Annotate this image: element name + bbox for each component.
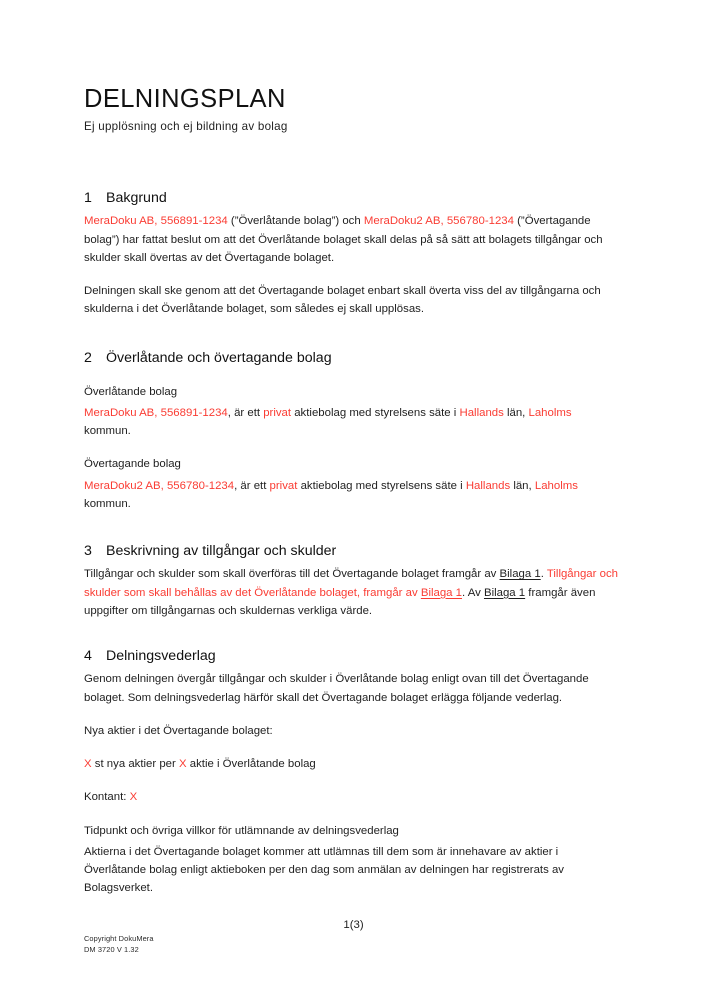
section-3-title: Beskrivning av tillgångar och skulder <box>106 543 337 560</box>
section-4-subheading-1: Tidpunkt och övriga villkor för utlämnande av delningsvederlag <box>84 824 399 837</box>
document-body <box>84 84 618 898</box>
appendix-reference-3: Bilaga 1 <box>483 586 526 599</box>
section-3-paragraph-1 <box>84 565 618 620</box>
new-shares-count: X <box>84 758 92 771</box>
section-1-text-a: (”Överlåtande bolag”) och <box>227 215 364 228</box>
municipality-2: Laholms <box>534 479 578 492</box>
section-2-text-b: aktiebolag med styrelsens säte i <box>291 406 460 419</box>
section-3-text-e: framgår även uppgifter om tillgångarnas och skuldernas verkliga värde. <box>84 586 596 617</box>
section-3-text-c: Tillgångar och skulder som skall behållas av det Överlåtande bolaget, framgår av <box>84 568 618 599</box>
company-type-2: privat <box>269 479 298 492</box>
section-3-number: 3 <box>84 543 92 560</box>
section-2-text-g: län, <box>510 479 535 492</box>
section-2-text-a: , är ett <box>227 406 264 419</box>
section-3-heading <box>84 542 618 561</box>
cash-amount: X <box>129 791 138 804</box>
section-2-subheading-1: Överlåtande bolag <box>84 385 178 398</box>
section-2-text-d: kommun. <box>84 425 131 438</box>
municipality-1: Laholms <box>528 406 572 419</box>
section-4-heading <box>84 647 618 666</box>
section-1-paragraph-1 <box>84 212 618 267</box>
footer-document-id: DM 3720 V 1.32 <box>84 944 139 954</box>
section-4-paragraph-1: Genom delningen övergår tillgångar och skulder i Överlåtande bolag enligt ovan till det Övertagande bolaget. Som delningsvederlag härför skall det Övertagande bolaget erlägga följande vederlag. <box>84 673 589 704</box>
section-4-paragraph-4 <box>84 788 618 806</box>
section-4-paragraph-5: Aktierna i det Övertagande bolaget kommer att utlämnas till dem som är innehavare av aktier i Överlåtande bolag enligt aktieboken per den dag som anmälan av delningen har registrerats av Bolagsverket. <box>84 845 564 895</box>
section-2-paragraph-1 <box>84 404 618 441</box>
section-4-paragraph-2: Nya aktier i det Övertagande bolaget: <box>84 724 273 737</box>
section-3-text-b: . <box>540 568 547 581</box>
transferring-company-name: MeraDoku AB, 556891-1234 <box>84 406 228 419</box>
section-overlatande-overtagande-bolag <box>84 349 618 514</box>
cash-label: Kontant: <box>84 791 130 804</box>
per-share-count: X <box>178 758 187 771</box>
section-2-text-h: kommun. <box>84 497 131 510</box>
section-2-subheading-2: Övertagande bolag <box>84 458 181 471</box>
section-2-heading <box>84 349 618 368</box>
section-beskrivning-tillgangar-skulder <box>84 542 618 620</box>
section-bakgrund <box>84 189 618 318</box>
footer-copyright: Copyright DokuMera <box>84 934 154 943</box>
county-2: Hallands <box>465 479 511 492</box>
section-4-text-b: aktie i Överlåtande bolag <box>186 758 316 771</box>
page-number: 1(3) <box>343 919 364 931</box>
section-4-paragraph-3 <box>84 755 618 773</box>
section-2-text-f: aktiebolag med styrelsens säte i <box>297 479 466 492</box>
section-delningsvederlag <box>84 647 618 897</box>
footer-block <box>84 934 154 955</box>
section-1-paragraph-2: Delningen skall ske genom att det Övertagande bolaget enbart skall överta viss del av tillgångarna och skulderna i det Överlåtande bolaget, som således ej skall upplösas. <box>84 285 601 316</box>
page-subtitle: Ej upplösning och ej bildning av bolag <box>84 120 288 134</box>
section-1-title: Bakgrund <box>106 190 167 207</box>
section-1-heading <box>84 189 618 208</box>
section-1-number: 1 <box>84 190 92 207</box>
appendix-reference-2: Bilaga 1 <box>420 586 463 599</box>
section-2-title: Överlåtande och övertagande bolag <box>106 349 332 366</box>
county-1: Hallands <box>459 406 504 419</box>
appendix-reference-1: Bilaga 1 <box>499 568 541 581</box>
acquiring-company-name: MeraDoku2 AB, 556780-1234 <box>84 479 235 492</box>
company-type-1: privat <box>263 406 292 419</box>
section-2-text-c: län, <box>503 406 529 419</box>
section-4-title: Delningsvederlag <box>106 648 216 665</box>
section-3-text-d: . Av <box>462 586 484 599</box>
section-2-number: 2 <box>84 349 92 366</box>
section-2-text-e: , är ett <box>234 479 270 492</box>
section-4-number: 4 <box>84 648 92 665</box>
page-title: DELNINGSPLAN <box>84 85 286 113</box>
company-2-name-orgnr: MeraDoku2 AB, 556780-1234 <box>363 215 514 228</box>
section-2-paragraph-2 <box>84 477 618 514</box>
section-3-text-a: Tillgångar och skulder som skall överföras till det Övertagande bolaget framgår av <box>84 568 500 581</box>
section-1-text-b: (”Övertagande bolag”) har fattat beslut om att det Överlåtande bolaget skall delas på så sätt att bolagets tillgångar och skulder skall övertas av det Övertagande bolaget. <box>84 215 603 264</box>
company-1-name-orgnr: MeraDoku AB, 556891-1234 <box>84 215 228 228</box>
section-4-text-a: st nya aktier per <box>91 758 179 771</box>
